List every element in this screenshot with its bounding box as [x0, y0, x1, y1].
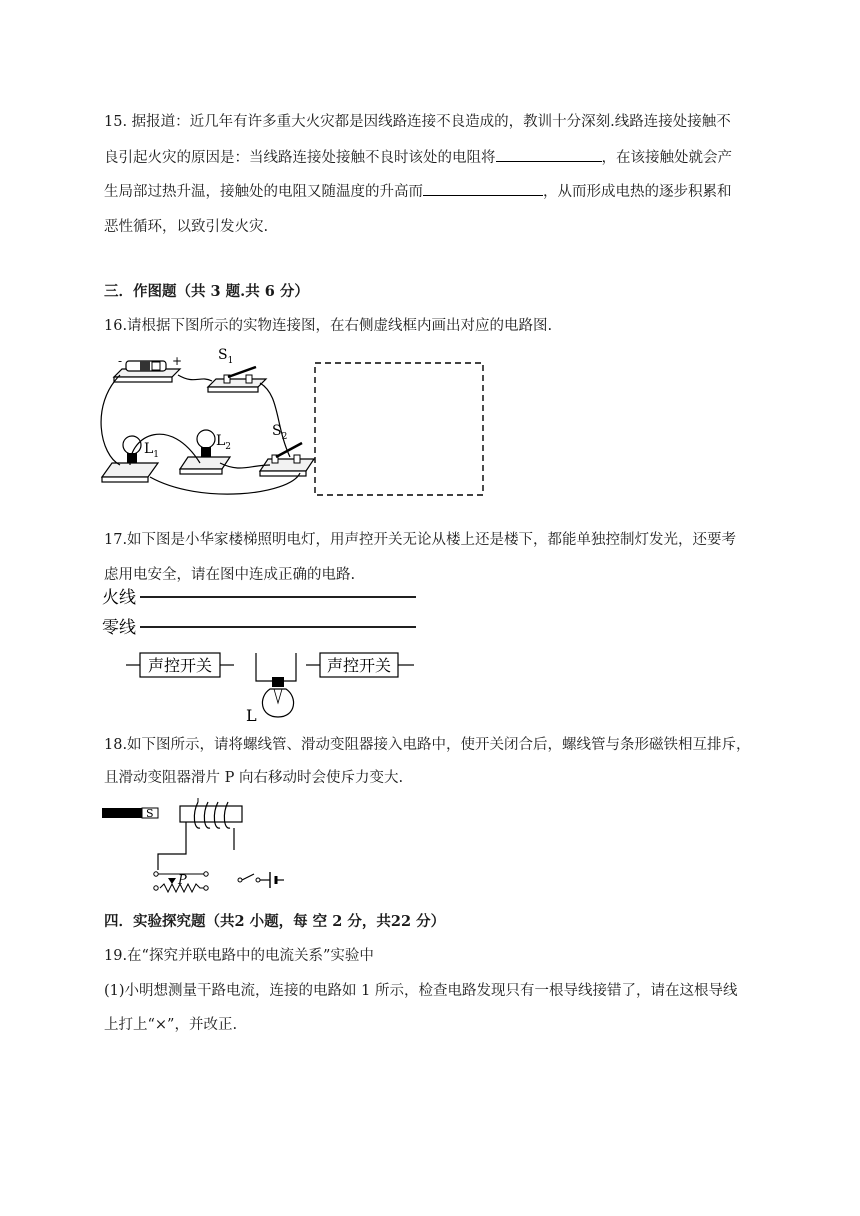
battery-minus-label: -: [118, 354, 123, 368]
section-4-title: 四．实验探究题（共2 小题，每 空 2 分，共22 分）: [104, 913, 446, 930]
q16-text: 16.请根据下图所示的实物连接图，在右侧虚线框内画出对应的电路图.: [104, 318, 553, 334]
q18-line-1: 18.如下图所示，请将螺线管、滑动变阻器接入电路中，使开关闭合后，螺线管与条形磁铁相互排斥，: [104, 737, 751, 753]
q16-figure: [100, 345, 490, 505]
neutral-wire-label: 零线: [102, 618, 136, 638]
magnet-s-label: S: [146, 807, 154, 820]
q19-line-3: 上打上“×”，并改正.: [104, 1017, 238, 1033]
sound-switch-right-label: 声控开关: [326, 656, 392, 675]
q15-text-3a: 生局部过热升温，接触处的电阻又随温度的升高而: [104, 184, 423, 200]
q17-line-2: 虑用电安全，请在图中连成正确的电路.: [104, 567, 356, 583]
q15-blank-1[interactable]: [496, 147, 602, 162]
q19-line-2: (1)小明想测量干路电流，连接的电路如 1 所示，检查电路发现只有一根导线接错了，请在这根导线: [104, 983, 738, 999]
bulb-l2-label: $L_2$: [216, 433, 232, 452]
sound-switch-left-label: 声控开关: [147, 656, 213, 675]
q17-figure: [100, 585, 430, 730]
q15-line-4: 恶性循环，以致引发火灾.: [104, 219, 269, 235]
switch-s1-label: $S_1$: [218, 347, 234, 366]
bulb-l1-label: $L_1$: [144, 441, 160, 460]
q15-line-1: 15. 据报道：近几年有许多重大火灾都是因线路连接不良造成的，教训十分深刻.线路连接处接触不: [104, 114, 731, 130]
live-wire-label: 火线: [102, 588, 136, 608]
lamp-icon: [256, 653, 296, 717]
q17-line-1: 17.如下图是小华家楼梯照明电灯，用声控开关无论从楼上还是楼下，都能单独控制灯发光，还要考: [104, 532, 737, 548]
bar-magnet-icon: [102, 808, 142, 818]
q15-text-2b: ，在该接触处就会产: [601, 150, 732, 166]
lamp-label: L: [246, 706, 257, 725]
q18-figure: [100, 798, 300, 894]
switch-s2-icon: [260, 443, 314, 476]
switch-battery-icon: [238, 872, 284, 888]
battery-icon: [114, 361, 180, 382]
switch-s2-label: $S_2$: [272, 423, 288, 442]
q15-text-3b: ，从而形成电热的逐步积累和: [543, 184, 732, 200]
section-3-title: 三．作图题（共 3 题.共 6 分）: [104, 283, 309, 300]
q15-text-2a: 良引起火灾的原因是：当线路连接处接触不良时该处的电阻将: [104, 150, 496, 166]
q15-line-3: [104, 180, 764, 201]
solenoid-icon: [158, 798, 242, 870]
slider-p-label: P: [178, 873, 187, 888]
battery-plus-label: +: [172, 354, 183, 368]
q15-blank-2[interactable]: [423, 181, 543, 196]
q19-line-1: 19.在“探究并联电路中的电流关系”实验中: [104, 948, 374, 964]
q15-line-2: [104, 146, 764, 167]
q16-answer-box[interactable]: [315, 363, 483, 495]
switch-s1-icon: [208, 367, 266, 392]
q18-line-2: 且滑动变阻器滑片 P 向右移动时会使斥力变大.: [104, 770, 404, 786]
